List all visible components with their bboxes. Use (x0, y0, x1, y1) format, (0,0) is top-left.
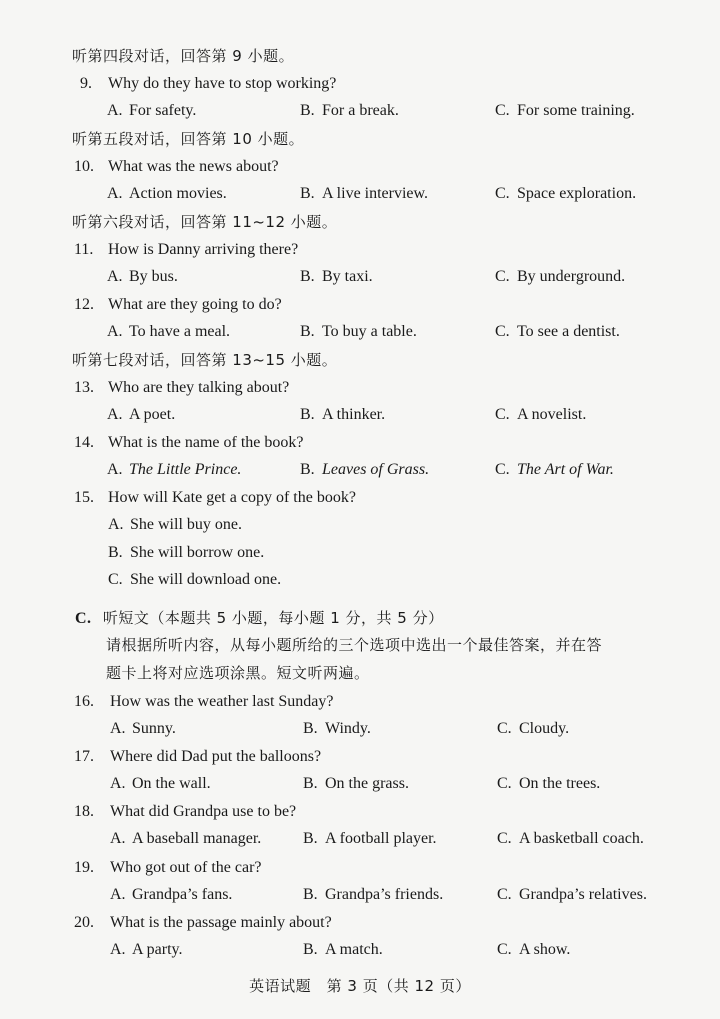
option-9c: C. For some training. (495, 102, 635, 119)
question-14: 14. What is the name of the book? (74, 434, 304, 451)
question-15: 15. How will Kate get a copy of the book? (74, 489, 356, 506)
option-11a: A. By bus. (107, 268, 178, 285)
section-c-heading (75, 608, 444, 629)
option-11c: C. By underground. (495, 268, 626, 285)
section-c-instruction-1: 请根据所听内容，从每小题所给的三个选项中选出一个最佳答案，并在答 (106, 636, 603, 654)
section-c-label: C. (75, 610, 92, 627)
question-16: 16. How was the weather last Sunday? (74, 693, 334, 710)
option-13a: A. A poet. (107, 406, 176, 423)
option-17c: C. On the trees. (497, 775, 601, 792)
option-13c: C. A novelist. (495, 406, 587, 423)
option-9b: B. For a break. (300, 102, 399, 119)
question-text: Why do they have to stop working? (108, 75, 337, 92)
option-16a: A. Sunny. (110, 720, 176, 737)
option-14c: C. The Art of War. (495, 461, 614, 478)
option-10a: A. Action movies. (107, 185, 227, 202)
dialogue-intro-5: 听第五段对话，回答第 10 小题。 (72, 130, 305, 148)
option-18c: C. A basketball coach. (497, 830, 644, 847)
question-9 (80, 74, 337, 94)
page-footer: 英语试题 第 3 页（共 12 页） (249, 977, 471, 995)
option-16b: B. Windy. (303, 720, 371, 737)
option-15b: B. She will borrow one. (108, 544, 265, 561)
question-10: 10. What was the news about? (74, 158, 279, 175)
option-11b: B. By taxi. (300, 268, 373, 285)
option-17a: A. On the wall. (110, 775, 211, 792)
option-16c: C. Cloudy. (497, 720, 570, 737)
option-18a: A. A baseball manager. (110, 830, 262, 847)
option-19a: A. Grandpa’s fans. (110, 886, 233, 903)
question-11: 11. How is Danny arriving there? (74, 241, 299, 258)
question-13: 13. Who are they talking about? (74, 379, 290, 396)
option-19b: B. Grandpa’s friends. (303, 886, 444, 903)
option-15c: C. She will download one. (108, 571, 282, 588)
option-12c: C. To see a dentist. (495, 323, 620, 340)
option-18b: B. A football player. (303, 830, 437, 847)
option-20a: A. A party. (110, 941, 183, 958)
option-14b: B. Leaves of Grass. (300, 461, 430, 478)
option-9a: A. For safety. (107, 102, 197, 119)
question-12: 12. What are they going to do? (74, 296, 282, 313)
option-17b: B. On the grass. (303, 775, 409, 792)
option-14a: A. The Little Prince. (107, 461, 242, 478)
question-17: 17. Where did Dad put the balloons? (74, 748, 322, 765)
dialogue-intro-7: 听第七段对话，回答第 13~15 小题。 (72, 351, 338, 369)
section-c-instruction-2: 题卡上将对应选项涂黑。短文听两遍。 (106, 664, 370, 682)
question-20: 20. What is the passage mainly about? (74, 914, 332, 931)
dialogue-intro-6: 听第六段对话，回答第 11~12 小题。 (72, 213, 338, 231)
option-10c: C. Space exploration. (495, 185, 637, 202)
question-18: 18. What did Grandpa use to be? (74, 803, 297, 820)
option-10b: B. A live interview. (300, 185, 429, 202)
option-19c: C. Grandpa’s relatives. (497, 886, 647, 903)
question-number: 9. (80, 75, 92, 92)
option-20b: B. A match. (303, 941, 383, 958)
option-20c: C. A show. (497, 941, 571, 958)
question-19: 19. Who got out of the car? (74, 859, 262, 876)
option-12a: A. To have a meal. (107, 323, 231, 340)
option-12b: B. To buy a table. (300, 323, 417, 340)
option-13b: B. A thinker. (300, 406, 386, 423)
option-15a: A. She will buy one. (108, 516, 242, 533)
section-c-title: 听短文（本题共 5 小题，每小题 1 分，共 5 分） (102, 609, 444, 627)
dialogue-intro-4: 听第四段对话，回答第 9 小题。 (72, 47, 295, 65)
